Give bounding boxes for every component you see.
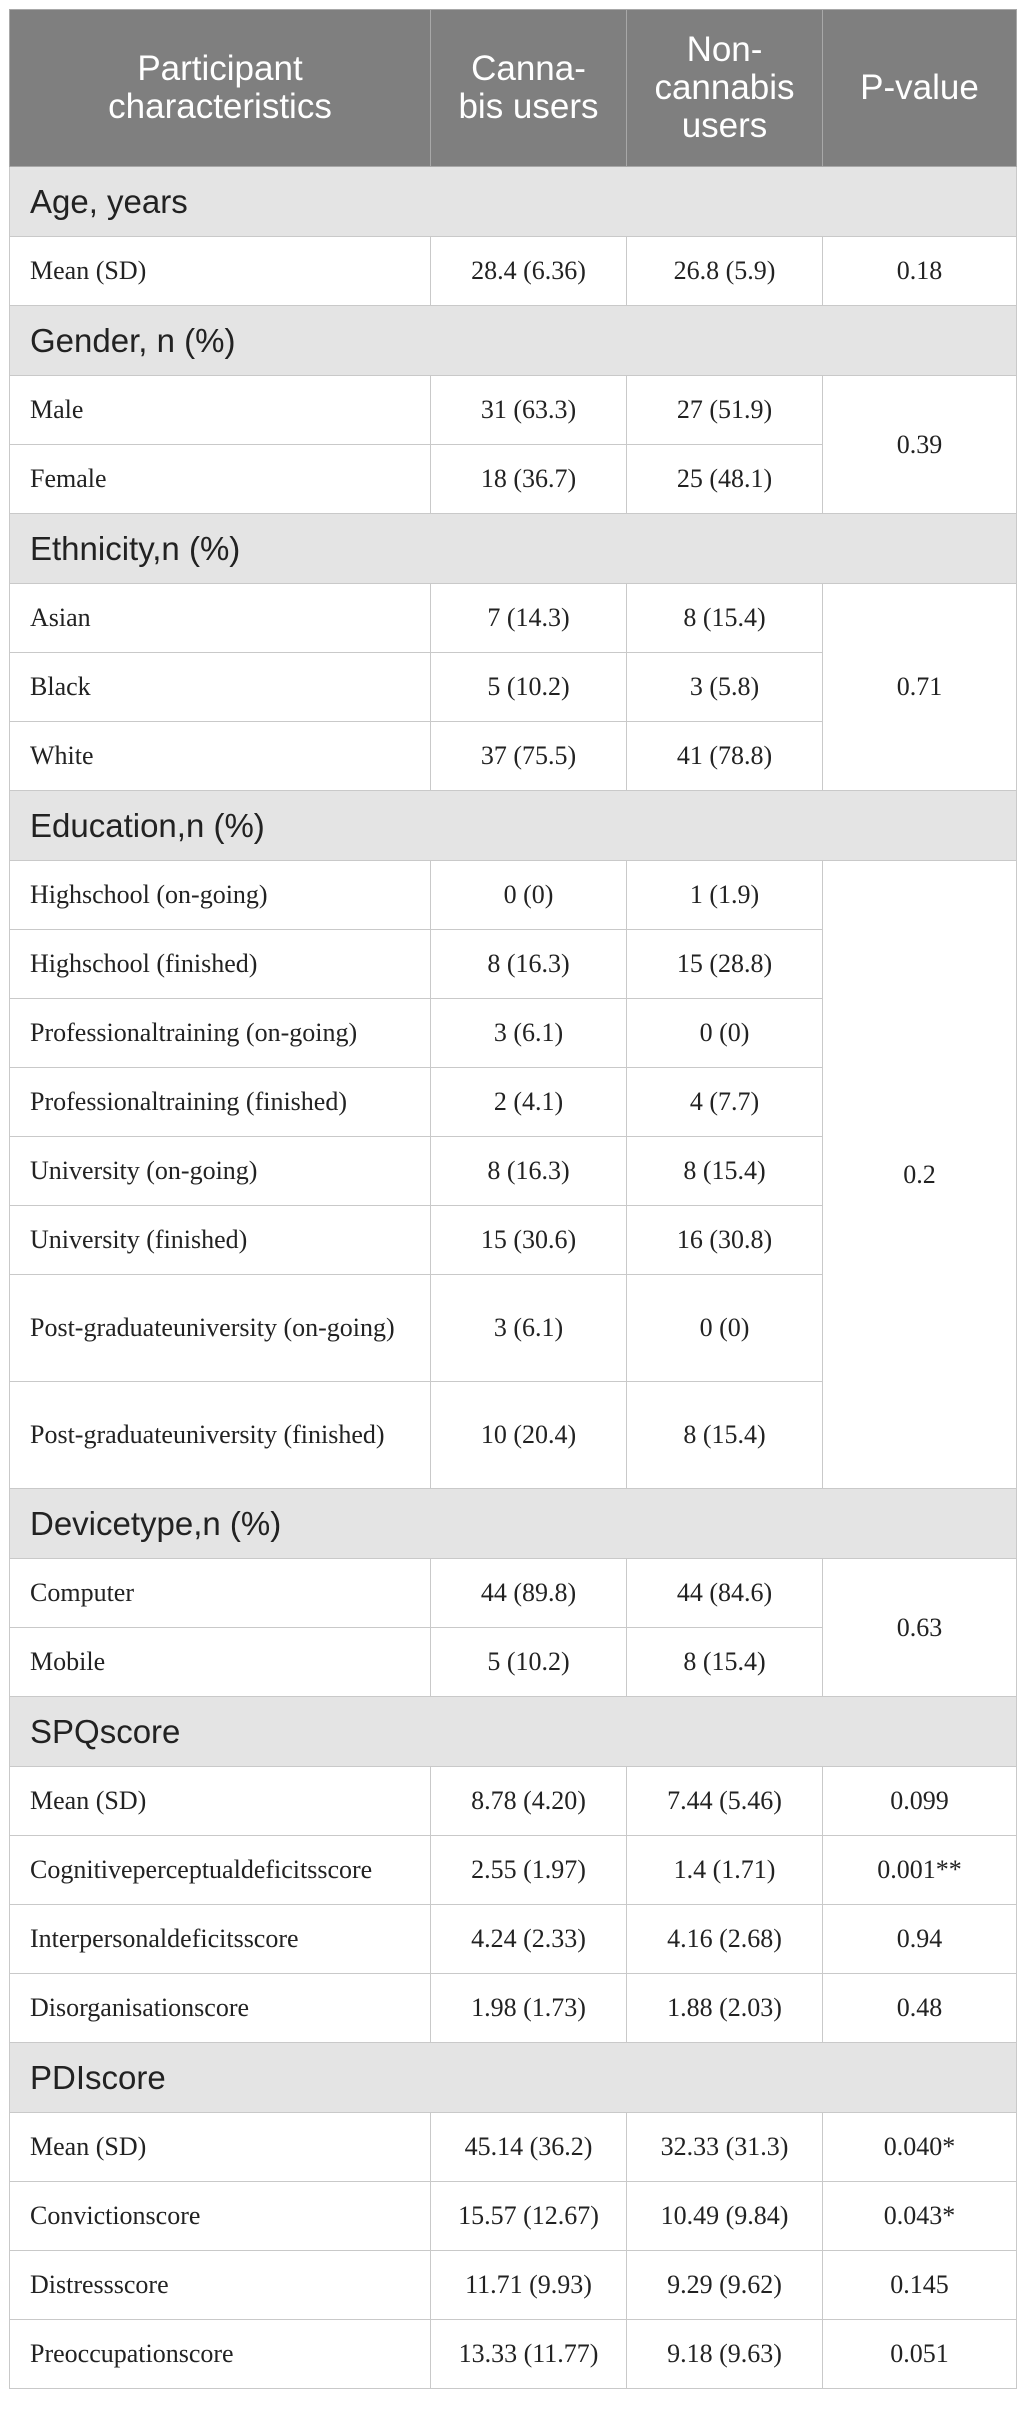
cannabis-value: 45.14 (36.2) <box>431 2113 627 2182</box>
non-cannabis-value: 44 (84.6) <box>627 1559 823 1628</box>
participant-characteristics-table <box>9 9 1017 2389</box>
row-label: Highschool (on-going) <box>10 861 431 930</box>
cannabis-value: 28.4 (6.36) <box>431 237 627 306</box>
section-header-education: Education,n (%) <box>10 791 1017 861</box>
non-cannabis-value: 25 (48.1) <box>627 445 823 514</box>
non-cannabis-value: 9.18 (9.63) <box>627 2320 823 2389</box>
cannabis-value: 37 (75.5) <box>431 722 627 791</box>
p-value: 0.043* <box>823 2182 1017 2251</box>
cannabis-value: 15.57 (12.67) <box>431 2182 627 2251</box>
non-cannabis-value: 1.4 (1.71) <box>627 1836 823 1905</box>
row-label: Professionaltraining (finished) <box>10 1068 431 1137</box>
row-label: Mean (SD) <box>10 1767 431 1836</box>
table-row <box>10 1836 1017 1905</box>
cannabis-value: 1.98 (1.73) <box>431 1974 627 2043</box>
header-p-value: P-value <box>823 10 1017 167</box>
cannabis-value: 8.78 (4.20) <box>431 1767 627 1836</box>
table-row <box>10 2251 1017 2320</box>
table-row <box>10 584 1017 653</box>
non-cannabis-value: 1.88 (2.03) <box>627 1974 823 2043</box>
table-row <box>10 2320 1017 2389</box>
table-row <box>10 1974 1017 2043</box>
cannabis-value: 4.24 (2.33) <box>431 1905 627 1974</box>
row-label: Asian <box>10 584 431 653</box>
p-value: 0.94 <box>823 1905 1017 1974</box>
p-value: 0.001** <box>823 1836 1017 1905</box>
non-cannabis-value: 8 (15.4) <box>627 1382 823 1489</box>
non-cannabis-value: 8 (15.4) <box>627 584 823 653</box>
header-participant-characteristics: Participant characteristics <box>10 10 431 167</box>
row-label: Mean (SD) <box>10 237 431 306</box>
row-label: Computer <box>10 1559 431 1628</box>
row-label: Male <box>10 376 431 445</box>
row-label: Black <box>10 653 431 722</box>
non-cannabis-value: 8 (15.4) <box>627 1137 823 1206</box>
p-value: 0.040* <box>823 2113 1017 2182</box>
non-cannabis-value: 15 (28.8) <box>627 930 823 999</box>
non-cannabis-value: 8 (15.4) <box>627 1628 823 1697</box>
section-header-age: Age, years <box>10 167 1017 237</box>
p-value: 0.39 <box>823 376 1017 514</box>
p-value: 0.63 <box>823 1559 1017 1697</box>
row-label: Post-graduateuniversity (on-going) <box>10 1275 431 1382</box>
row-label: University (on-going) <box>10 1137 431 1206</box>
p-value: 0.099 <box>823 1767 1017 1836</box>
row-label: Post-graduateuniversity (finished) <box>10 1382 431 1489</box>
row-label: Mobile <box>10 1628 431 1697</box>
non-cannabis-value: 26.8 (5.9) <box>627 237 823 306</box>
non-cannabis-value: 7.44 (5.46) <box>627 1767 823 1836</box>
cannabis-value: 3 (6.1) <box>431 999 627 1068</box>
table-row <box>10 1905 1017 1974</box>
p-value: 0.145 <box>823 2251 1017 2320</box>
cannabis-value: 5 (10.2) <box>431 653 627 722</box>
table-row <box>10 376 1017 445</box>
row-label: Female <box>10 445 431 514</box>
cannabis-value: 3 (6.1) <box>431 1275 627 1382</box>
cannabis-value: 11.71 (9.93) <box>431 2251 627 2320</box>
non-cannabis-value: 3 (5.8) <box>627 653 823 722</box>
non-cannabis-value: 41 (78.8) <box>627 722 823 791</box>
row-label: Disorganisationscore <box>10 1974 431 2043</box>
row-label: Professionaltraining (on-going) <box>10 999 431 1068</box>
cannabis-value: 31 (63.3) <box>431 376 627 445</box>
cannabis-value: 44 (89.8) <box>431 1559 627 1628</box>
row-label: Distressscore <box>10 2251 431 2320</box>
cannabis-value: 2.55 (1.97) <box>431 1836 627 1905</box>
section-header-spq-score: SPQscore <box>10 1697 1017 1767</box>
section-header-ethnicity: Ethnicity,n (%) <box>10 514 1017 584</box>
cannabis-value: 0 (0) <box>431 861 627 930</box>
non-cannabis-value: 27 (51.9) <box>627 376 823 445</box>
table-row <box>10 237 1017 306</box>
header-row <box>10 10 1017 167</box>
row-label: White <box>10 722 431 791</box>
table-row <box>10 1767 1017 1836</box>
p-value: 0.48 <box>823 1974 1017 2043</box>
p-value: 0.18 <box>823 237 1017 306</box>
cannabis-value: 10 (20.4) <box>431 1382 627 1489</box>
row-label: Interpersonaldeficitsscore <box>10 1905 431 1974</box>
p-value: 0.051 <box>823 2320 1017 2389</box>
characteristics-table-container <box>9 9 1016 2389</box>
cannabis-value: 8 (16.3) <box>431 1137 627 1206</box>
header-cannabis-users: Canna-bis users <box>431 10 627 167</box>
table-row <box>10 2113 1017 2182</box>
p-value: 0.2 <box>823 861 1017 1489</box>
row-label: Cognitiveperceptualdeficitsscore <box>10 1836 431 1905</box>
header-non-cannabis-users: Non-cannabis users <box>627 10 823 167</box>
cannabis-value: 2 (4.1) <box>431 1068 627 1137</box>
non-cannabis-value: 10.49 (9.84) <box>627 2182 823 2251</box>
section-header-device-type: Devicetype,n (%) <box>10 1489 1017 1559</box>
non-cannabis-value: 32.33 (31.3) <box>627 2113 823 2182</box>
row-label: Mean (SD) <box>10 2113 431 2182</box>
non-cannabis-value: 0 (0) <box>627 999 823 1068</box>
cannabis-value: 7 (14.3) <box>431 584 627 653</box>
table-row <box>10 861 1017 930</box>
cannabis-value: 15 (30.6) <box>431 1206 627 1275</box>
section-header-pdi-score: PDIscore <box>10 2043 1017 2113</box>
cannabis-value: 5 (10.2) <box>431 1628 627 1697</box>
cannabis-value: 18 (36.7) <box>431 445 627 514</box>
non-cannabis-value: 9.29 (9.62) <box>627 2251 823 2320</box>
row-label: Convictionscore <box>10 2182 431 2251</box>
non-cannabis-value: 4.16 (2.68) <box>627 1905 823 1974</box>
p-value: 0.71 <box>823 584 1017 791</box>
non-cannabis-value: 1 (1.9) <box>627 861 823 930</box>
row-label: University (finished) <box>10 1206 431 1275</box>
non-cannabis-value: 16 (30.8) <box>627 1206 823 1275</box>
row-label: Highschool (finished) <box>10 930 431 999</box>
non-cannabis-value: 4 (7.7) <box>627 1068 823 1137</box>
cannabis-value: 8 (16.3) <box>431 930 627 999</box>
section-header-gender: Gender, n (%) <box>10 306 1017 376</box>
table-row <box>10 1559 1017 1628</box>
non-cannabis-value: 0 (0) <box>627 1275 823 1382</box>
cannabis-value: 13.33 (11.77) <box>431 2320 627 2389</box>
row-label: Preoccupationscore <box>10 2320 431 2389</box>
table-row <box>10 2182 1017 2251</box>
